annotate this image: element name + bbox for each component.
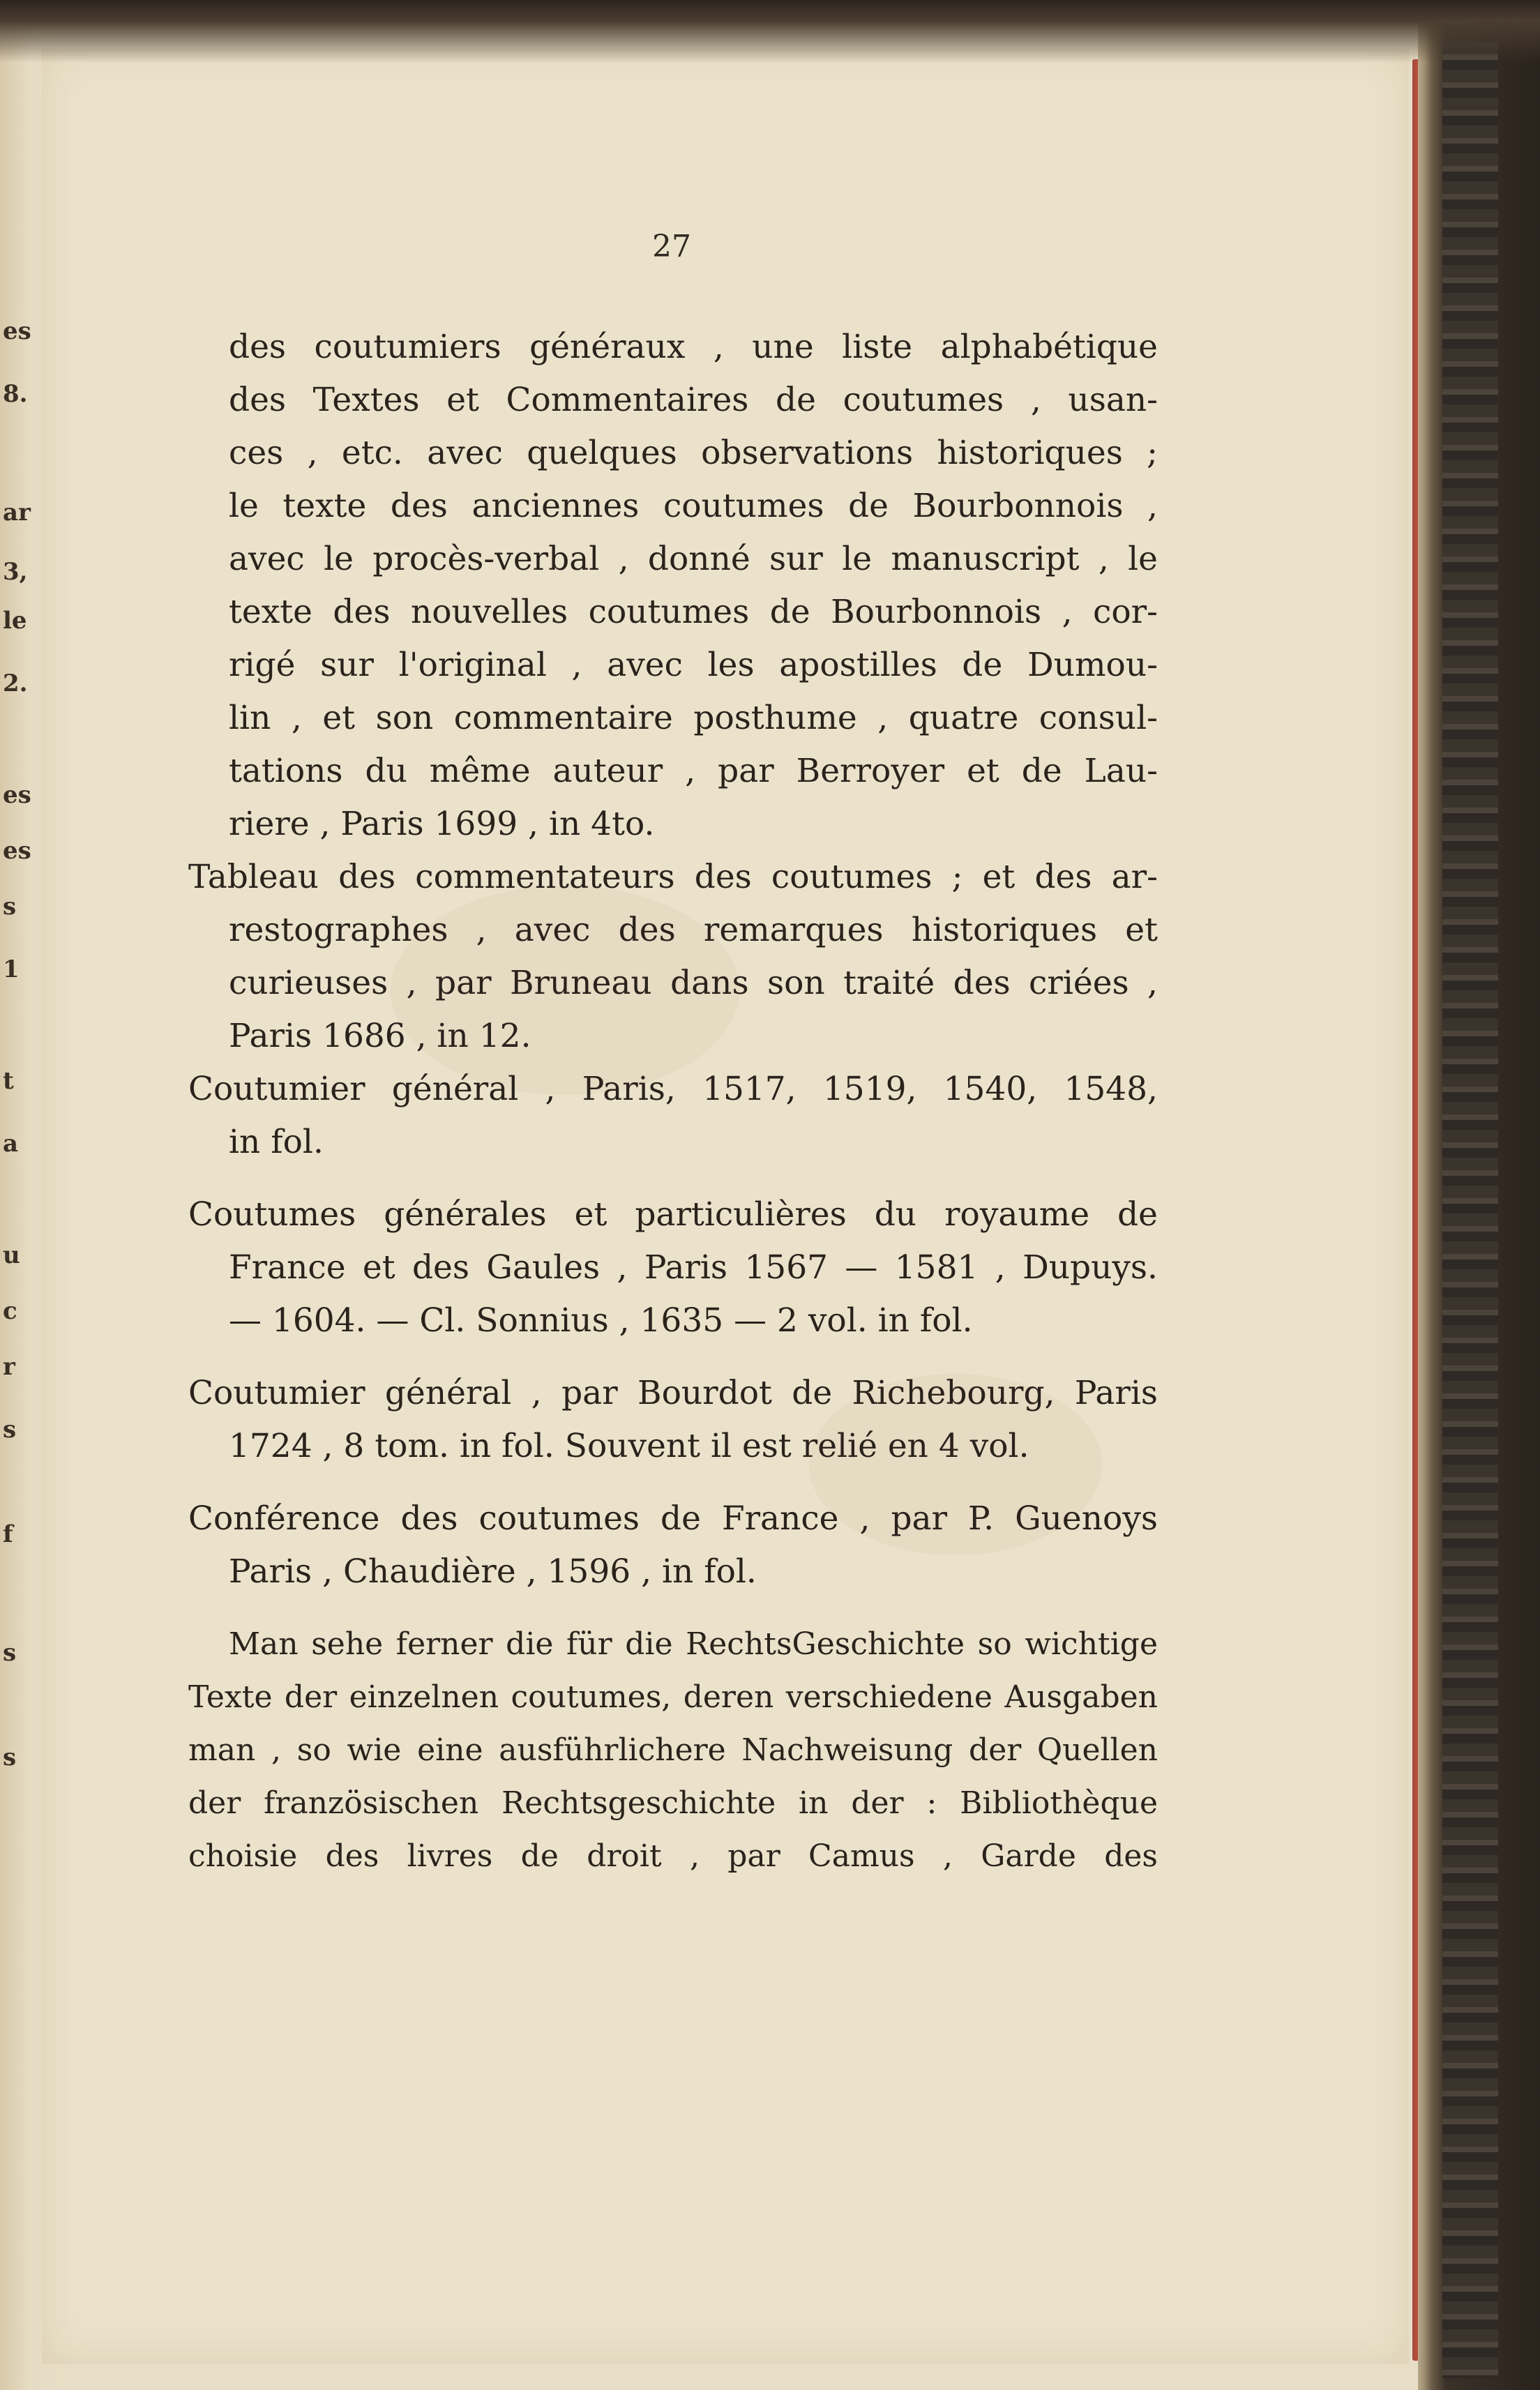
margin-fragment: f — [3, 1520, 13, 1548]
entry-coutumes-generales — [188, 1188, 1158, 1347]
text-line: des Textes et Commentaires de coutumes , usan- — [229, 381, 1158, 419]
margin-fragment: 8. — [3, 380, 28, 408]
text-line: des coutumiers généraux , une liste alphabétique — [229, 328, 1158, 366]
text-line: France et des Gaules , Paris 1567 — 1581 , Dupuys. — [229, 1248, 1158, 1287]
margin-fragment: es — [3, 781, 31, 809]
german-paragraph — [188, 1618, 1158, 1883]
margin-fragment: es — [3, 317, 31, 345]
margin-fragment: s — [3, 893, 17, 921]
text-line: choisie des livres de droit , par Camus , Garde des — [188, 1838, 1158, 1874]
text-line: Paris , Chaudière , 1596 , in fol. — [229, 1552, 757, 1591]
text-line: der französischen Rechtsgeschichte in der : Bibliothèque — [188, 1785, 1158, 1821]
entry-coutumier-richebourg — [188, 1367, 1158, 1473]
text-line: curieuses , par Bruneau dans son traité des criées , — [229, 964, 1158, 1002]
paragraph-gap — [188, 1473, 1158, 1492]
text-line: le texte des anciennes coutumes de Bourbonnois , — [229, 487, 1158, 525]
paragraph-gap — [188, 1598, 1158, 1618]
text-line: Tableau des commentateurs des coutumes ; et des ar- — [188, 858, 1158, 896]
text-line: 1724 , 8 tom. in fol. Souvent il est relié en 4 vol. — [229, 1427, 1029, 1465]
text-line: tations du même auteur , par Berroyer et de Lau- — [229, 752, 1158, 790]
margin-fragment: s — [3, 1416, 17, 1444]
text-line: Conférence des coutumes de France , par P. Guenoys — [188, 1499, 1158, 1538]
text-line: lin , et son commentaire posthume , quatre consul- — [229, 699, 1158, 737]
margin-fragment: u — [3, 1241, 20, 1269]
page-number: 27 — [652, 229, 691, 264]
binding-texture — [1442, 42, 1498, 2378]
margin-fragment: s — [3, 1639, 17, 1667]
facing-page-margin — [0, 0, 31, 2390]
entry-coutumiers-list — [188, 321, 1158, 851]
entry-coutumier-general-1517 — [188, 1063, 1158, 1169]
text-line: rigé sur l'original , avec les apostilles de Dumou- — [229, 646, 1158, 684]
text-line: in fol. — [229, 1123, 324, 1161]
margin-fragment: r — [3, 1353, 15, 1381]
text-line: restographes , avec des remarques historiques et — [229, 911, 1158, 949]
margin-fragment: ar — [3, 499, 31, 527]
margin-fragment: c — [3, 1297, 17, 1325]
entry-tableau — [188, 851, 1158, 1063]
text-line: riere , Paris 1699 , in 4to. — [229, 805, 655, 843]
text-line: ces , etc. avec quelques observations historiques ; — [229, 434, 1158, 472]
text-line: Man sehe ferner die für die RechtsGeschichte so wichtige — [229, 1626, 1158, 1662]
margin-fragment: le — [3, 607, 27, 635]
text-block — [188, 321, 1158, 1883]
margin-fragment: 2. — [3, 670, 28, 697]
margin-fragment: 1 — [3, 955, 20, 983]
margin-fragment: 3, — [3, 558, 28, 586]
margin-fragment: t — [3, 1067, 14, 1095]
text-line: Coutumier général , par Bourdot de Richebourg, Paris — [188, 1374, 1158, 1412]
text-line: Coutumes générales et particulières du royaume de — [188, 1195, 1158, 1234]
text-line: man , so wie eine ausführlichere Nachweisung der Quellen — [188, 1732, 1158, 1768]
paragraph-gap — [188, 1347, 1158, 1367]
text-line: Texte der einzelnen coutumes, deren verschiedene Ausgaben — [188, 1679, 1158, 1715]
text-line: — 1604. — Cl. Sonnius , 1635 — 2 vol. in fol. — [229, 1301, 973, 1340]
text-line: Paris 1686 , in 12. — [229, 1017, 531, 1055]
margin-fragment: s — [3, 1744, 17, 1771]
text-line: texte des nouvelles coutumes de Bourbonnois , cor- — [229, 593, 1158, 631]
text-line: Coutumier général , Paris, 1517, 1519, 1540, 1548, — [188, 1070, 1158, 1108]
entry-conference — [188, 1492, 1158, 1598]
paragraph-gap — [188, 1169, 1158, 1188]
margin-fragment: a — [3, 1130, 19, 1158]
top-shadow — [0, 0, 1540, 63]
margin-fragment: es — [3, 837, 31, 865]
text-line: avec le procès-verbal , donné sur le manuscript , le — [229, 540, 1158, 578]
